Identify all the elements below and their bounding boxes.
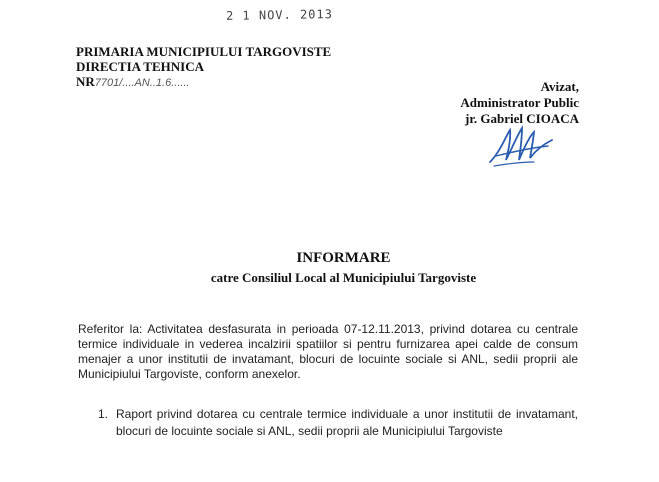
handwritten-signature bbox=[486, 122, 556, 170]
approval-label: Avizat, bbox=[540, 79, 579, 94]
list-item bbox=[98, 406, 578, 440]
approver-name: jr. Gabriel CIOACA bbox=[465, 111, 579, 126]
institution-name: PRIMARIA MUNICIPIULUI TARGOVISTE bbox=[76, 44, 332, 59]
title-main: INFORMARE bbox=[296, 250, 391, 266]
registration-number bbox=[76, 74, 331, 91]
body-paragraph: Referitor la: Activitatea desfasurata in perioada 07-12.11.2013, privind dotarea cu centrale termice individuale in vederea incalzirii spatiilor si pentru furnizarea apei calde de consum menajer a unor institutii de invatamant, blocuri de locuinte sociale si ANL, sedii proprii ale Municipiului Targoviste, conform anexelor. bbox=[78, 322, 578, 381]
department-name: DIRECTIA TEHNICA bbox=[76, 59, 204, 74]
date-stamp: 2 1 NOV. 2013 bbox=[225, 7, 334, 23]
title-sub: catre Consiliul Local al Municipiului Targoviste bbox=[210, 270, 477, 285]
approval-block bbox=[460, 79, 579, 127]
nr-label: NR bbox=[76, 74, 95, 89]
institution-header bbox=[76, 44, 331, 91]
approver-role: Administrator Public bbox=[460, 95, 579, 110]
list-item-text: Raport privind dotarea cu centrale termice individuale a unor institutii de invatamant, blocuri de locuinte sociale si ANL, sedii proprii ale Municipiului Targoviste bbox=[116, 407, 578, 438]
list-item-number: 1. bbox=[98, 407, 109, 421]
nr-value: 7701/....AN..1.6...... bbox=[94, 77, 190, 89]
document-title bbox=[0, 250, 659, 286]
